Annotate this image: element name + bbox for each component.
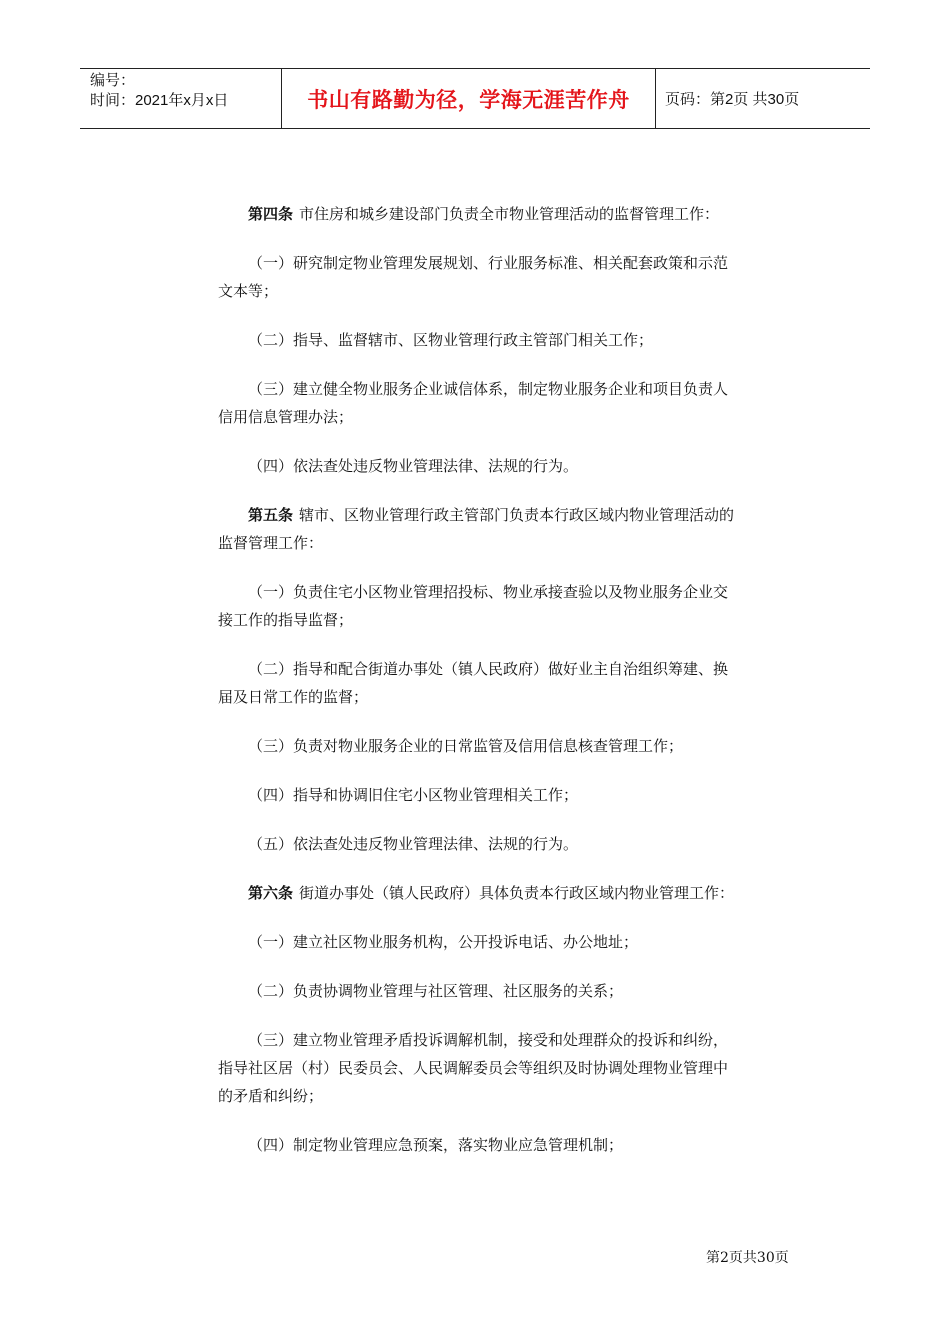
paragraph-text: （三）建立健全物业服务企业诚信体系，制定物业服务企业和项目负责人信用信息管理办法； bbox=[218, 380, 729, 426]
article-paragraph bbox=[218, 879, 738, 907]
document-body bbox=[218, 200, 738, 1180]
header-page-number: 页码：第2页 共30页 bbox=[665, 91, 800, 108]
paragraph-text: （一）负责住宅小区物业管理招投标、物业承接查验以及物业服务企业交接工作的指导监督； bbox=[218, 583, 729, 629]
clause-paragraph bbox=[218, 326, 738, 354]
article-number: 第四条 bbox=[248, 205, 294, 223]
paragraph-text: （二）指导、监督辖市、区物业管理行政主管部门相关工作； bbox=[248, 331, 654, 349]
article-paragraph bbox=[218, 200, 738, 228]
paragraph-text: （五）依法查处违反物业管理法律、法规的行为。 bbox=[248, 835, 579, 853]
paragraph-text: （一）建立社区物业服务机构，公开投诉电话、办公地址； bbox=[248, 933, 639, 951]
clause-paragraph bbox=[218, 578, 738, 634]
article-number: 第六条 bbox=[248, 884, 294, 902]
paragraph-text: （三）负责对物业服务企业的日常监管及信用信息核查管理工作； bbox=[248, 737, 684, 755]
clause-paragraph bbox=[218, 928, 738, 956]
paragraph-text: （四）指导和协调旧住宅小区物业管理相关工作； bbox=[248, 786, 579, 804]
clause-paragraph bbox=[218, 655, 738, 711]
paragraph-text: （二）指导和配合街道办事处（镇人民政府）做好业主自治组织筹建、换届及日常工作的监督； bbox=[218, 660, 729, 706]
clause-paragraph bbox=[218, 781, 738, 809]
clause-paragraph bbox=[218, 452, 738, 480]
paragraph-text: （四）依法查处违反物业管理法律、法规的行为。 bbox=[248, 457, 579, 475]
paragraph-text: 街道办事处（镇人民政府）具体负责本行政区域内物业管理工作： bbox=[299, 884, 735, 902]
clause-paragraph bbox=[218, 977, 738, 1005]
page-footer: 第2页共30页 bbox=[706, 1250, 789, 1266]
document-number-label: 编号： bbox=[90, 72, 136, 89]
paragraph-text: （一）研究制定物业管理发展规划、行业服务标准、相关配套政策和示范文本等； bbox=[218, 254, 729, 300]
header-motto-cell bbox=[282, 69, 656, 128]
paragraph-text: 市住房和城乡建设部门负责全市物业管理活动的监督管理工作： bbox=[299, 205, 720, 223]
header-meta-cell bbox=[80, 69, 282, 128]
clause-paragraph bbox=[218, 732, 738, 760]
clause-paragraph bbox=[218, 1026, 738, 1110]
paragraph-text: （二）负责协调物业管理与社区管理、社区服务的关系； bbox=[248, 982, 624, 1000]
article-paragraph bbox=[218, 501, 738, 557]
header-motto: 书山有路勤为径，学海无涯苦作舟 bbox=[307, 87, 630, 112]
paragraph-text: 辖市、区物业管理行政主管部门负责本行政区域内物业管理活动的监督管理工作： bbox=[218, 506, 735, 552]
clause-paragraph bbox=[218, 830, 738, 858]
article-number: 第五条 bbox=[248, 506, 294, 524]
paragraph-text: （四）制定物业管理应急预案，落实物业应急管理机制； bbox=[248, 1136, 624, 1154]
document-header bbox=[80, 68, 870, 129]
clause-paragraph bbox=[218, 1131, 738, 1159]
clause-paragraph bbox=[218, 375, 738, 431]
paragraph-text: （三）建立物业管理矛盾投诉调解机制，接受和处理群众的投诉和纠纷，指导社区居（村）民委员会、人民调解委员会等组织及时协调处理物业管理中的矛盾和纠纷； bbox=[218, 1031, 729, 1105]
clause-paragraph bbox=[218, 249, 738, 305]
document-date-label: 时间：2021年x月x日 bbox=[90, 92, 229, 109]
header-page-cell bbox=[656, 69, 870, 128]
